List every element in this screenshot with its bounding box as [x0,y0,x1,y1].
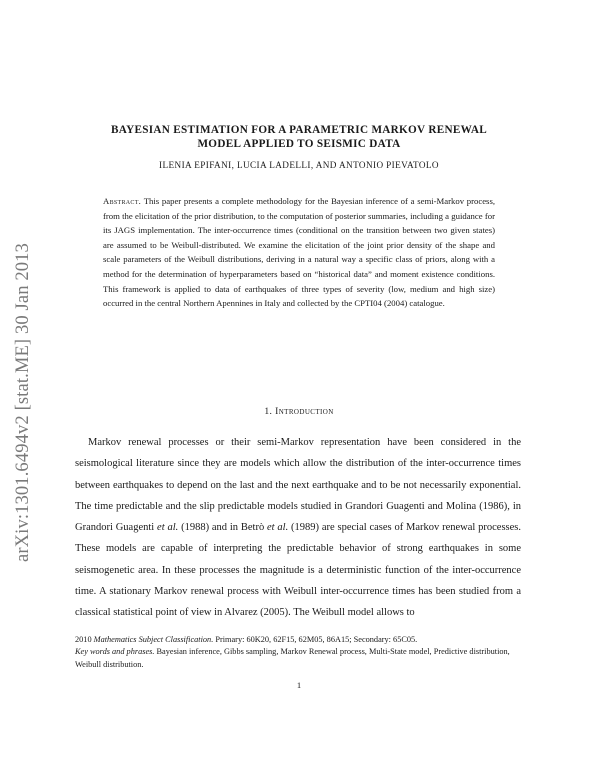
paragraph-text-part-3: (1989) are special cases of Markov renewal processes. These models are capable of interpreting the predictable behavior of strong earthquakes in some seismogenetic area. In these processes the magnitude is a deterministic function of the inter-occurrence time. A stationary Markov renewal process with Weibull inter-occurrence times has been studied from a classical statistical point of view in Alvarez (2005). The Weibull model allows to [75,522,521,619]
arxiv-identifier-stamp: arXiv:1301.6494v2 [stat.ME] 30 Jan 2013 [12,243,33,562]
section-title: Introduction [275,406,334,417]
title-line-2: MODEL APPLIED TO SEISMIC DATA [197,138,401,150]
abstract-text: This paper presents a complete methodology for the Bayesian inference of a semi-Markov process, from the elicitation of the prior distribution, to the computation of posterior summaries, including a guidance for its JAGS implementation. The inter-occurrence times (conditional on the transition between two given states) are assumed to be Weibull-distributed. We examine the elicitation of the joint prior density of the shape and scale parameters of the Weibull distributions, deriving in a natural way a specific class of priors, along with a method for the determination of hyperparameters based on “historical data” and moment existence conditions. This framework is applied to data of earthquakes of three types of severity (low, medium and high size) occurred in the central Northern Apennines in Italy and collected by the CPTI04 (2004) catalogue. [103,196,495,309]
keywords-label: Key words and phrases. [75,647,155,657]
et-al-citation-1: et al. [157,522,179,534]
paper-title [60,123,538,151]
author-list: ILENIA EPIFANI, LUCIA LADELLI, AND ANTONIO PIEVATOLO [159,160,439,170]
footnotes [75,634,525,671]
section-heading [60,406,538,417]
keywords-footnote [75,646,525,671]
abstract [103,194,495,311]
paragraph-text-part-2: (1988) and in Betrò [178,522,268,534]
page-number: 1 [296,680,302,690]
msc-label: Mathematics Subject Classification. [93,635,214,644]
paragraph-text-part-1: Markov renewal processes or their semi-Markov representation have been considered in the seismological literature since they are models which allow the distribution of the inter-occurrence times between earthquakes to depend on the last and the next earthquake and to be not necessarily exponential. The time predictable and the slip predictable models studied in Grandori Guagenti and Molina (1986), in Grandori Guagenti [75,437,521,534]
title-line-1: BAYESIAN ESTIMATION FOR A PARAMETRIC MARKOV RENEWAL [110,124,488,136]
msc-year: 2010 [75,635,92,644]
section-number: 1. [264,406,273,417]
et-al-citation-2: et al. [267,522,289,534]
introduction-paragraph [75,432,521,624]
keywords-text: Bayesian inference, Gibbs sampling, Markov Renewal process, Multi-State model, Predictive distribution, Weibull distribution. [75,647,510,669]
msc-text: Primary: 60K20, 62F15, 62M05, 86A15; Secondary: 65C05. [215,635,418,644]
abstract-label: Abstract. [103,196,142,206]
msc-footnote [75,634,525,646]
